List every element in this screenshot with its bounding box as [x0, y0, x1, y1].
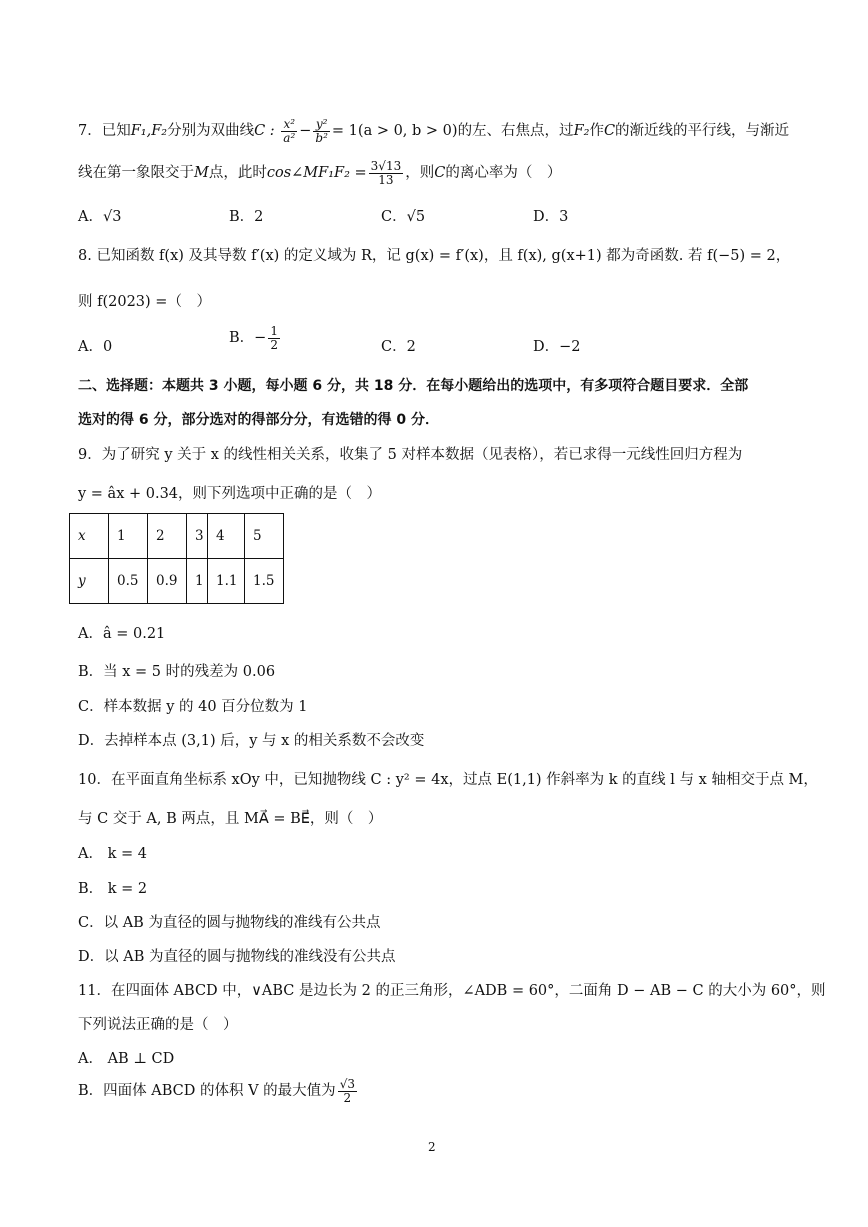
q7-frac-y: $\frac{\text{y²}}{\text{b²}}$	[315, 117, 328, 145]
q7-line1: 7．已知F₁,F₂分别为双曲线C : $\frac{\text{x²}}{\text{a²}}$ − $\frac{\text{y²}}{\text{b²}}$ = 1(a > 0, b > 0)的左、右焦点，过F₂作C的渐近线的平行线，与渐近	[78, 117, 790, 145]
table-cell: y	[70, 559, 109, 604]
q7-text: 点，此时	[208, 165, 267, 182]
frac-numerator: √3	[339, 1077, 355, 1091]
table-cell: 0.5	[109, 559, 148, 604]
q8-option-b-sign: −	[254, 330, 267, 347]
q7-c: C	[603, 123, 616, 140]
q9-option-a: A．â = 0.21	[78, 626, 166, 642]
q7-cos: cos∠MF₁F₂ =	[266, 165, 367, 182]
q7-f2: F₂	[573, 123, 590, 140]
frac-numerator: 1	[270, 324, 278, 338]
q11-option-b-frac	[338, 1078, 357, 1104]
q7-foci: F₁,F₂	[130, 123, 168, 140]
table-row	[70, 559, 284, 604]
table-cell: 1.5	[245, 559, 284, 604]
q7-line2	[78, 160, 561, 186]
frac-denominator: 13	[378, 172, 394, 187]
section2-line1: 二、选择题：本题共 3 小题，每小题 6 分，共 18 分．在每小题给出的选项中，有多项符合题目要求．全部	[78, 378, 749, 394]
q7-option-b: B．2	[229, 209, 264, 225]
table-cell: 1	[109, 514, 148, 559]
q11-line2: 下列说法正确的是（ ）	[78, 1017, 238, 1033]
q9-line1: 9．为了研究 y 关于 x 的线性相关关系，收集了 5 对样本数据（见表格），若已求得一元线性回归方程为	[78, 447, 743, 463]
q7-option-c: C．√5	[381, 209, 426, 225]
table-cell: x	[70, 514, 109, 559]
q9-data-table	[69, 513, 284, 604]
q9-line2: y = âx + 0.34，则下列选项中正确的是（ ）	[78, 486, 382, 502]
q10-option-a: A． k = 4	[78, 846, 147, 862]
table-cell: 1.1	[208, 559, 245, 604]
q10-option-b: B． k = 2	[78, 881, 148, 897]
q7-number: 7．	[78, 123, 102, 140]
table-cell: 2	[148, 514, 187, 559]
q7-text: 分别为双曲线	[167, 123, 255, 140]
q11-option-b	[78, 1078, 359, 1104]
q8-line2: 则 f(2023) =（ ）	[78, 294, 211, 310]
section2-line2: 选对的得 6 分，部分选对的得部分分，有选错的得 0 分．	[78, 412, 439, 428]
q10-option-c: C．以 AB 为直径的圆与抛物线的准线有公共点	[78, 915, 381, 931]
q10-option-d: D．以 AB 为直径的圆与抛物线的准线没有公共点	[78, 949, 396, 965]
q8-option-b	[229, 325, 282, 351]
q9-option-b: B．当 x = 5 时的残差为 0.06	[78, 664, 276, 680]
q11-option-b-label: B．四面体 ABCD 的体积 V 的最大值为	[78, 1083, 336, 1100]
q8-option-b-frac	[268, 325, 280, 351]
q7-cos-frac	[369, 160, 404, 186]
q7-point-m: M	[194, 165, 209, 182]
q7-text: 的左、右焦点，过	[457, 123, 574, 140]
q7-text: ，则	[405, 165, 435, 182]
q7-c: C	[434, 165, 446, 182]
q11-option-a: A． AB ⊥ CD	[78, 1051, 175, 1067]
q9-option-d: D．去掉样本点 (3,1) 后，y 与 x 的相关系数不会改变	[78, 733, 425, 749]
q7-text: 的离心率为（ ）	[445, 165, 562, 182]
q10-line1: 10．在平面直角坐标系 xOy 中，已知抛物线 C : y² = 4x，过点 E(1,1) 作斜率为 k 的直线 l 与 x 轴相交于点 M，	[78, 772, 818, 788]
frac-numerator: 3√13	[370, 159, 402, 173]
q9-option-c: C．样本数据 y 的 40 百分位数为 1	[78, 699, 308, 715]
q7-text: 已知	[101, 123, 131, 140]
q8-option-a: A．0	[78, 339, 113, 355]
table-cell: 1	[187, 559, 208, 604]
q8-option-d: D．−2	[533, 339, 581, 355]
frac-denominator: 2	[343, 1090, 352, 1105]
frac-denominator: 2	[270, 337, 278, 352]
q7-option-a: A．√3	[78, 209, 122, 225]
q7-condition: = 1(a > 0, b > 0)	[331, 123, 458, 140]
q8-option-c: C．2	[381, 339, 416, 355]
page-number: 2	[428, 1140, 436, 1154]
q8-option-b-label: B．	[229, 330, 255, 347]
q7-text: 的渐近线的平行线，与渐近	[615, 123, 790, 140]
q7-text: 作	[589, 123, 604, 140]
table-cell: 3	[187, 514, 208, 559]
q8-line1: 8. 已知函数 f(x) 及其导数 f′(x) 的定义域为 R，记 g(x) = f′(x)，且 f(x), g(x+1) 都为奇函数. 若 f(−5) = 2，	[78, 248, 791, 264]
table-cell: 0.9	[148, 559, 187, 604]
q7-curve-c: C :	[254, 123, 275, 140]
q7-text: 线在第一象限交于	[78, 165, 194, 182]
q7-option-d: D．3	[533, 209, 569, 225]
table-cell: 4	[208, 514, 245, 559]
q7-frac-x: $\frac{\text{x²}}{\text{a²}}$	[283, 117, 296, 145]
table-cell: 5	[245, 514, 284, 559]
q10-line2: 与 C 交于 A, B 两点，且 MA⃗ = BE⃗，则（ ）	[78, 811, 383, 827]
table-row	[70, 514, 284, 559]
q11-line1: 11．在四面体 ABCD 中，∨ABC 是边长为 2 的正三角形，∠ADB = 60°，二面角 D − AB − C 的大小为 60°，则	[78, 983, 826, 999]
